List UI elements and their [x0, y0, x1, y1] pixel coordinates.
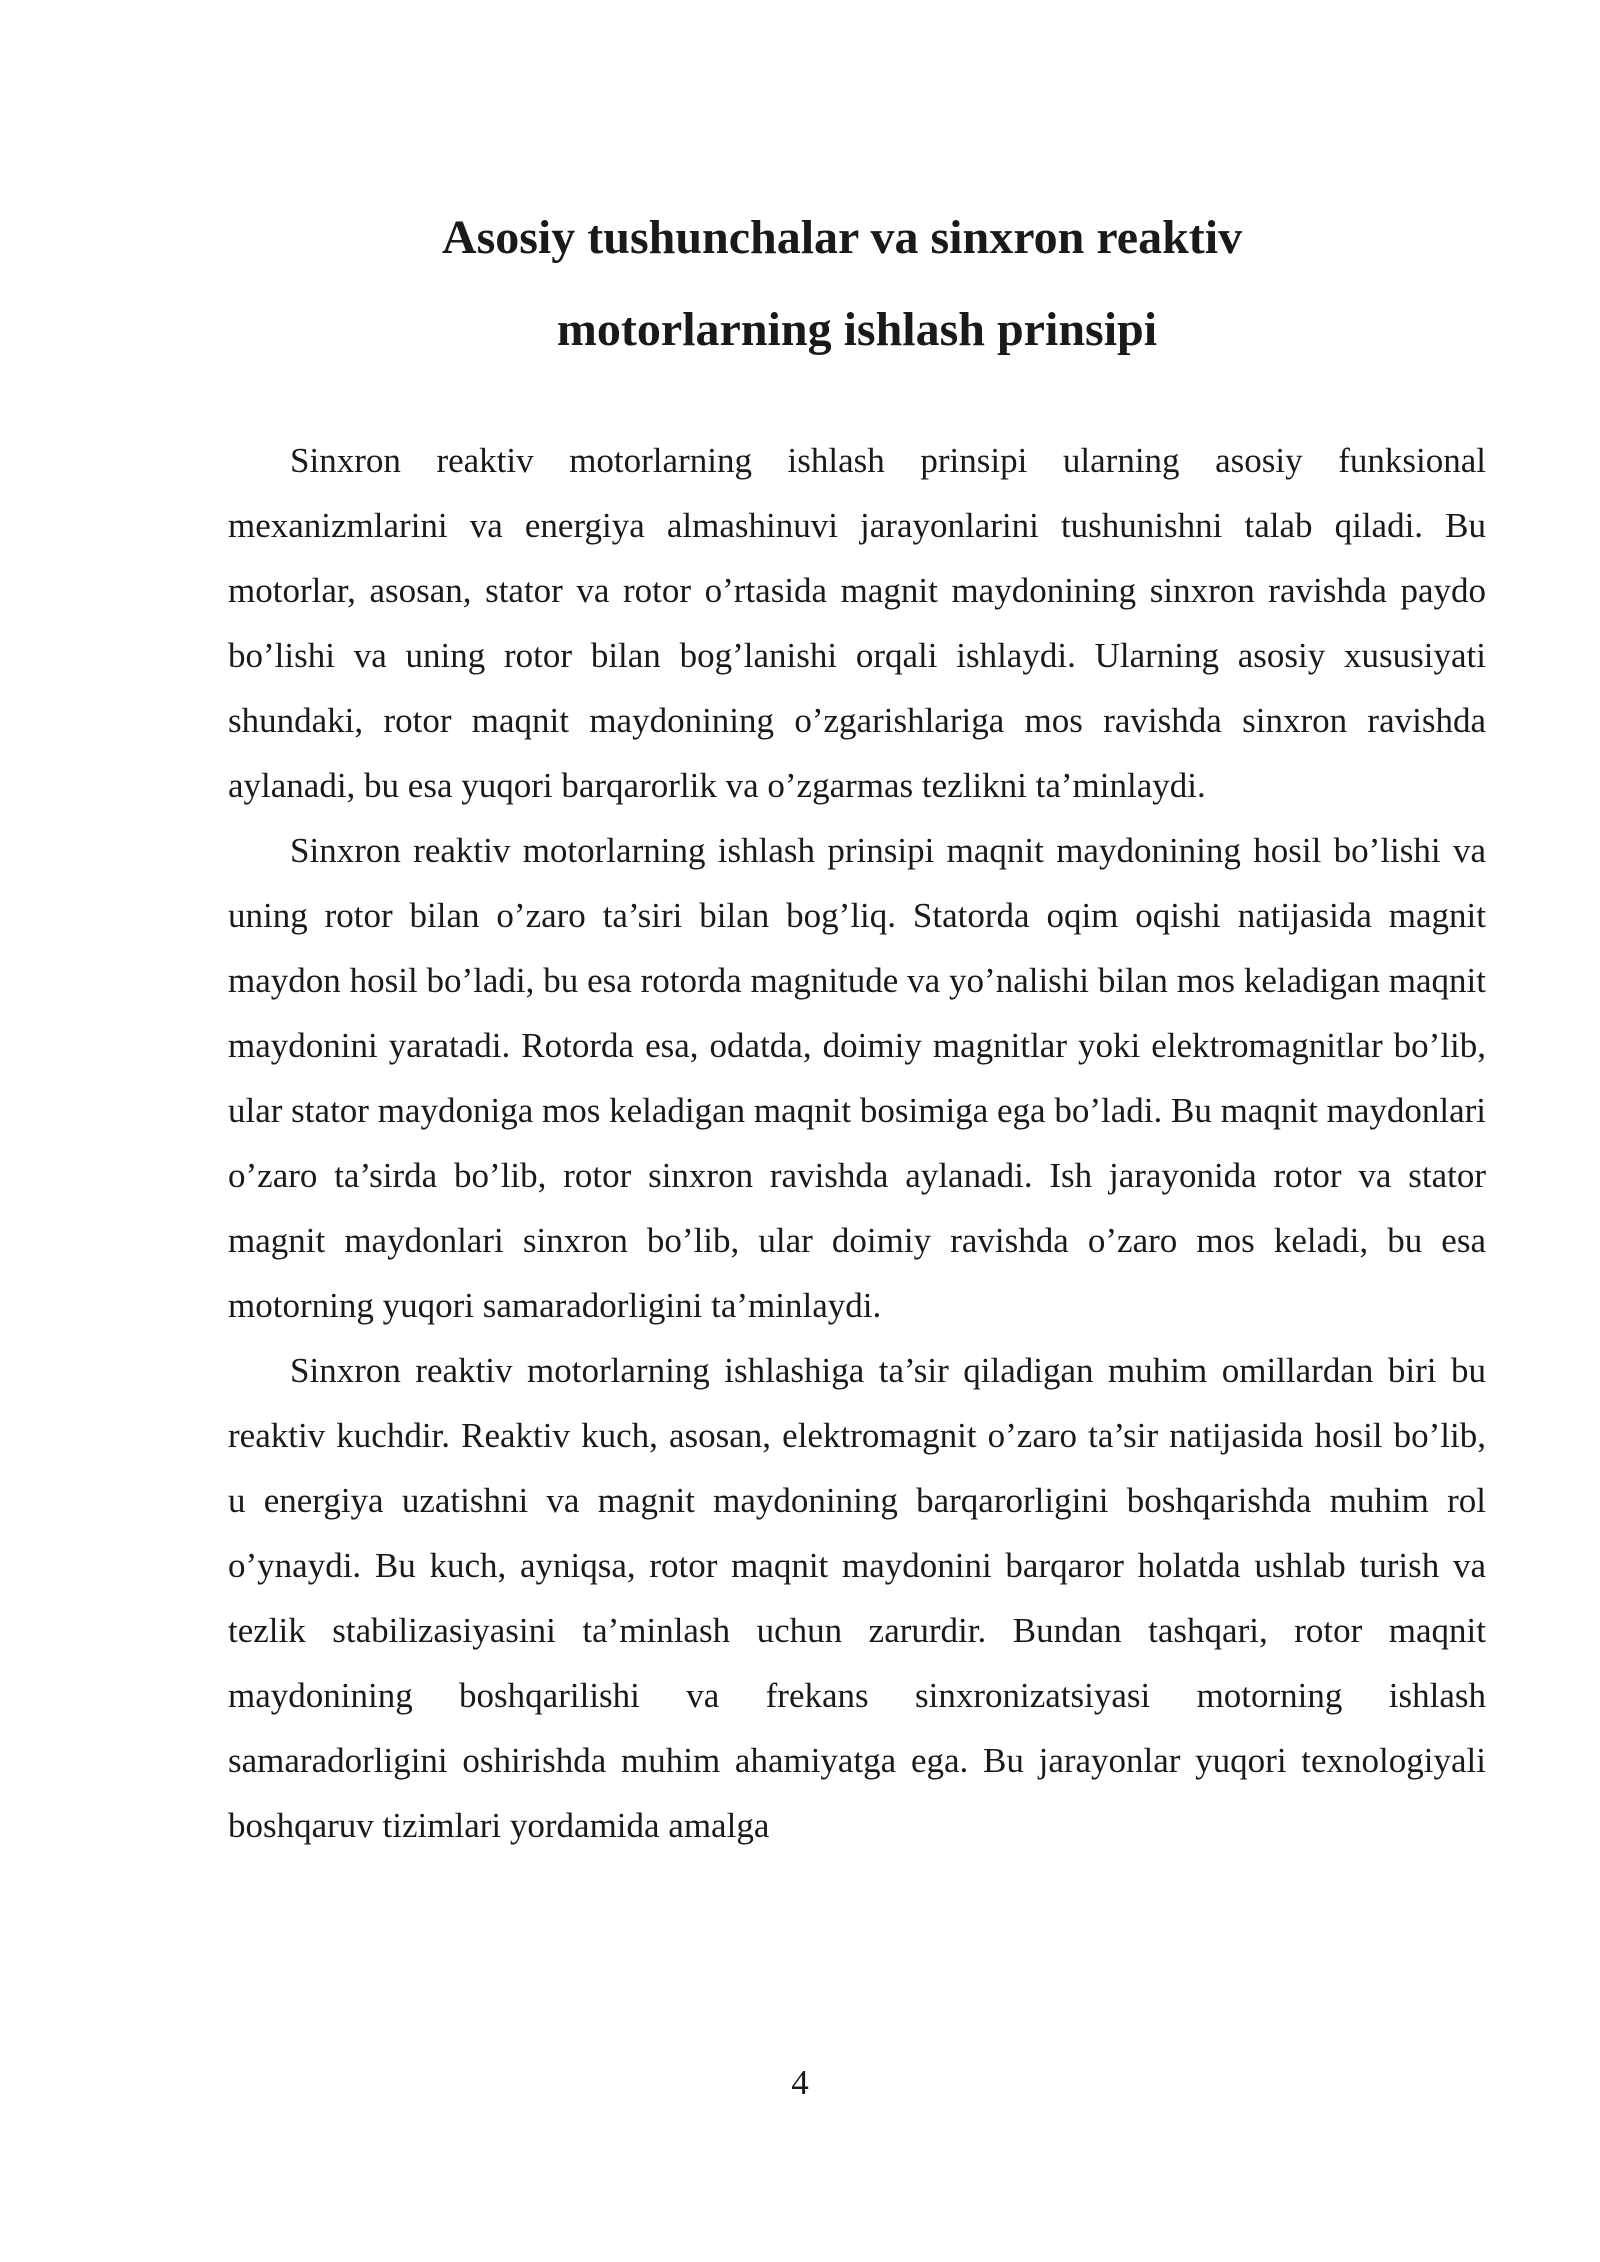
body-text	[228, 428, 1486, 1858]
title-line-1: Asosiy tushunchalar va sinxron reaktiv	[441, 211, 1243, 264]
paragraph: Sinxron reaktiv motorlarning ishlashiga ta’sir qiladigan muhim omillardan biri bu reaktiv kuchdir. Reaktiv kuch, asosan, elektromagnit o’zaro ta’sir natijasida hosil bo’lib, u energiya uzatishni va magnit maydonining barqarorligini boshqarishda muhim rol o’ynaydi. Bu kuch, ayniqsa, rotor maqnit maydonini barqaror holatda ushlab turish va tezlik stabilizasiyasini ta’minlash uchun zarurdir. Bundan tashqari, rotor maqnit maydonining boshqarilishi va frekans sinxronizatsiyasi motorning ishlash samaradorligini oshirishda muhim ahamiyatga ega. Bu jarayonlar yuqori texnologiyali boshqaruv tizimlari yordamida amalga	[228, 1351, 1486, 1845]
paragraph: Sinxron reaktiv motorlarning ishlash prinsipi ularning asosiy funksional mexanizmlarini va energiya almashinuvi jarayonlarini tushunishni talab qiladi. Bu motorlar, asosan, stator va rotor o’rtasida magnit maydonining sinxron ravishda paydo bo’lishi va uning rotor bilan bog’lanishi orqali ishlaydi. Ularning asosiy xususiyati shundaki, rotor maqnit maydonining o’zgarishlariga mos ravishda sinxron ravishda aylanadi, bu esa yuqori barqarorlik va o’zgarmas tezlikni ta’minlaydi.	[228, 441, 1486, 805]
page-title	[228, 192, 1486, 376]
title-line-2: motorlarning ishlash prinsipi	[556, 303, 1158, 356]
paragraph: Sinxron reaktiv motorlarning ishlash prinsipi maqnit maydonining hosil bo’lishi va uning rotor bilan o’zaro ta’siri bilan bog’liq. Statorda oqim oqishi natijasida magnit maydon hosil bo’ladi, bu esa rotorda magnitude va yo’nalishi bilan mos keladigan maqnit maydonini yaratadi. Rotorda esa, odatda, doimiy magnitlar yoki elektromagnitlar bo’lib, ular stator maydoniga mos keladigan maqnit bosimiga ega bo’ladi. Bu maqnit maydonlari o’zaro ta’sirda bo’lib, rotor sinxron ravishda aylanadi. Ish jarayonida rotor va stator magnit maydonlari sinxron bo’lib, ular doimiy ravishda o’zaro mos keladi, bu esa motorning yuqori samaradorligini ta’minlaydi.	[228, 831, 1486, 1325]
page-number: 4	[791, 2063, 809, 2102]
